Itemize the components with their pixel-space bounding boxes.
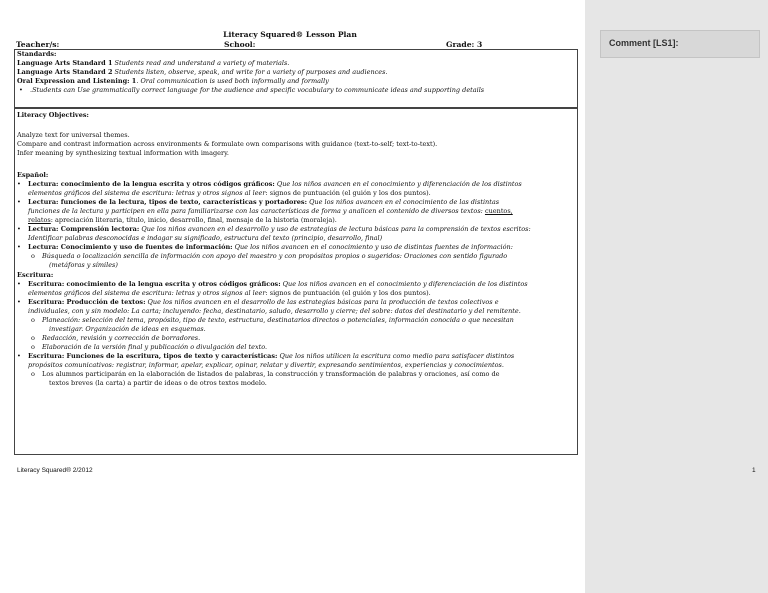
grade-label: Grade: 3 bbox=[446, 40, 483, 49]
bullet-icon: • bbox=[17, 280, 21, 288]
objective-item: Analyze text for universal themes. bbox=[17, 131, 130, 139]
objective-item: Infer meaning by synthesizing textual information with imagery. bbox=[17, 149, 229, 157]
sub-bullet-icon: o bbox=[31, 252, 35, 260]
lectura-1: Lectura: conocimiento de la lengua escrita y otros códigos gráficos: Que los niños avancen en el conocimiento y diferenciación de los distintos bbox=[28, 180, 522, 188]
bullet-icon: • bbox=[19, 86, 23, 94]
escritura-3-sub-cont: textos breves (la carta) a partir de ideas o de otros textos modelo. bbox=[49, 379, 267, 387]
lectura-3: Lectura: Comprensión lectora: Que los niños avancen en el desarrollo y uso de estrategias de lectura básicas para la comprensión de textos escritos: bbox=[28, 225, 531, 233]
escritura-2-sub: Elaboración de la versión final y publicación o divulgación del texto. bbox=[42, 343, 268, 351]
lectura-1-cont: elementos gráficos del sistema de escritura: letras y otros signos al leer: signos de puntuación (el guión y los dos puntos). bbox=[28, 189, 431, 197]
escritura-2-sub-cont: investigar. Organización de ideas en esquemas. bbox=[49, 325, 206, 333]
teacher-label: Teacher/s: bbox=[16, 40, 60, 49]
escritura-2-sub: Redacción, revisión y corrección de borradores. bbox=[42, 334, 201, 342]
bullet-icon: • bbox=[17, 243, 21, 251]
sub-bullet-icon: o bbox=[31, 343, 35, 351]
lectura-2-cont2: relatos: apreciación literaria, título, inicio, desarrollo, final, mensaje de la historia (moraleja). bbox=[28, 216, 337, 224]
la-standard-1: Language Arts Standard 1 Students read and understand a variety of materials. bbox=[17, 59, 290, 67]
lectura-4: Lectura: Conocimiento y uso de fuentes de información: Que los niños avancen en el conocimiento y uso de distintas fuentes de información: bbox=[28, 243, 513, 251]
comment-box[interactable]: Comment [LS1]: bbox=[600, 30, 760, 58]
bullet-icon: • bbox=[17, 180, 21, 188]
lectura-2: Lectura: funciones de la lectura, tipos de texto, características y portadores: Que los niños avancen en el conocimiento de las distintas bbox=[28, 198, 500, 206]
espanol-heading: Español: bbox=[17, 171, 49, 179]
lectura-2-cont: funciones de la lectura y participen en ella para familiarizarse con las características de forma y analicen el contenido de diversos textos: cuentos, bbox=[28, 207, 513, 215]
school-label: School: bbox=[224, 40, 256, 49]
lectura-3-cont: Identificar palabras desconocidas e indagar su significado, estructura del texto (principio, desarrollo, final) bbox=[28, 234, 383, 242]
sub-bullet-icon: o bbox=[31, 334, 35, 342]
lectura-4-sub: Búsqueda o localización sencilla de información con apoyo del maestro y con propósitos propios o sugeridos: Oraciones con sentido figurado bbox=[42, 252, 508, 260]
escritura-heading: Escritura: bbox=[17, 271, 54, 279]
standards-heading: Standards: bbox=[17, 50, 57, 58]
escritura-1-cont: elementos gráficos del sistema de escritura: letras y otros signos al leer: signos de puntuación (el guión y los dos puntos). bbox=[28, 289, 431, 297]
footer-text: Literacy Squared® 2/2012 bbox=[17, 467, 93, 474]
escritura-3-sub: Los alumnos participarán en la elaboración de listados de palabras, la construcción y transformación de palabras y oraciones, así como de bbox=[42, 370, 500, 378]
la-standard-2: Language Arts Standard 2 Students listen, observe, speak, and write for a variety of purposes and audiences. bbox=[17, 68, 388, 76]
escritura-3-cont: propósitos comunicativos: registrar, informar, apelar, explicar, opinar, relatar y divertir, expresando sentimientos, experiencias y conocimientos. bbox=[28, 361, 504, 369]
page-number: 1 bbox=[752, 467, 756, 474]
objectives-heading: Literacy Objectives: bbox=[17, 111, 89, 119]
oral-standard-bullet: .Students can Use grammatically correct language for the audience and specific vocabulary to communicate ideas and supporting details bbox=[30, 86, 485, 94]
bullet-icon: • bbox=[17, 298, 21, 306]
bullet-icon: • bbox=[17, 198, 21, 206]
objective-item: Compare and contrast information across environments & formulate own comparisons with guidance (text-to-self; text-to-text). bbox=[17, 140, 438, 148]
escritura-2-sub: Planeación: selección del tema, propósito, tipo de texto, estructura, destinatarios directos o potenciales, información conocida o que necesitan bbox=[42, 316, 514, 324]
escritura-2-cont: individuales, con y sin modelo: La carta; incluyendo: fecha, destinatario, saludo, desarrollo y cierre; del sobre: datos del destinatario y del remitente. bbox=[28, 307, 521, 315]
escritura-2: Escritura: Producción de textos: Que los niños avancen en el desarrollo de las estrategias básicas para la producción de textos colectivos e bbox=[28, 298, 499, 306]
escritura-1: Escritura: conocimiento de la lengua escrita y otros códigos gráficos: Que los niños avancen en el conocimiento y diferenciación de los distintos bbox=[28, 280, 528, 288]
comment-sidebar bbox=[585, 0, 768, 593]
bullet-icon: • bbox=[17, 352, 21, 360]
oral-standard: Oral Expression and Listening: 1. Oral communication is used both informally and formally bbox=[17, 77, 329, 85]
sub-bullet-icon: o bbox=[31, 316, 35, 324]
page-title: Literacy Squared® Lesson Plan bbox=[223, 30, 357, 39]
escritura-3: Escritura: Funciones de la escritura, tipos de texto y características: Que los niños utilicen la escritura como medio para satisfacer distintos bbox=[28, 352, 515, 360]
sub-bullet-icon: o bbox=[31, 370, 35, 378]
lectura-4-sub-cont: (metáforas y símiles) bbox=[49, 261, 118, 269]
bullet-icon: • bbox=[17, 225, 21, 233]
